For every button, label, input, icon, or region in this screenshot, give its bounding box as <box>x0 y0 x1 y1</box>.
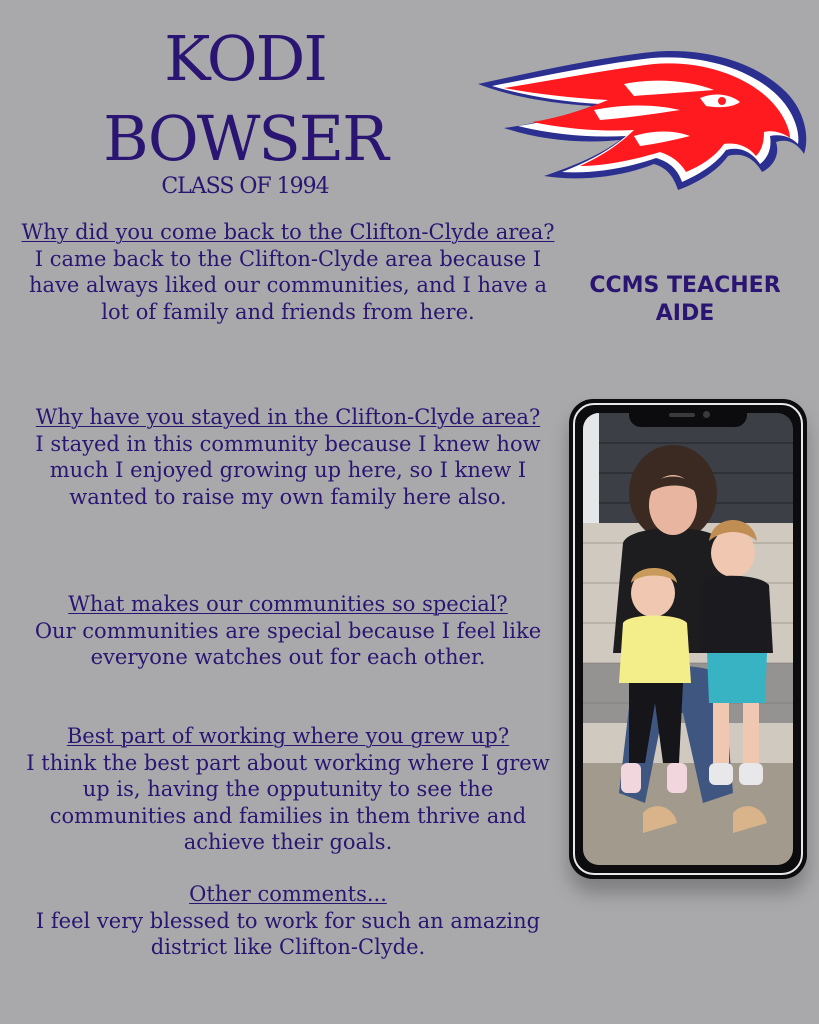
question-3: What makes our communities so special? <box>68 592 508 616</box>
qa-block-5 <box>14 881 562 961</box>
role-title-line1: CCMS TEACHER <box>589 273 781 298</box>
family-photo <box>583 413 793 865</box>
answer-4: I think the best part about working where I grew up is, having the opputunity to see the communities and families in them thrive and achieve their goals. <box>26 750 550 854</box>
qa-block-4 <box>14 723 562 856</box>
smartphone-frame-icon <box>569 399 807 879</box>
role-title <box>570 272 800 328</box>
eagle-head-logo-icon <box>474 44 810 192</box>
qa-block-2 <box>14 404 562 510</box>
question-4: Best part of working where you grew up? <box>66 724 510 748</box>
class-of-label: CLASS OF 1994 <box>161 174 329 199</box>
qa-block-3 <box>14 591 562 671</box>
question-1: Why did you come back to the Clifton-Clyde area? <box>21 220 555 244</box>
name-last: BOWSER <box>103 102 387 175</box>
qa-block-1 <box>14 219 562 325</box>
name-first: KODI <box>164 22 326 95</box>
answer-3: Our communities are special because I feel like everyone watches out for each other. <box>34 618 542 669</box>
answer-2: I stayed in this community because I knew how much I enjoyed growing up here, so I knew I wanted to raise my own family here also. <box>35 431 541 509</box>
phone-notch <box>629 405 747 427</box>
answer-1: I came back to the Clifton-Clyde area because I have always liked our communities, and I have a lot of family and friends from here. <box>28 246 548 324</box>
phone-camera <box>703 411 710 418</box>
answer-5: I feel very blessed to work for such an amazing district like Clifton-Clyde. <box>35 908 541 959</box>
question-2: Why have you stayed in the Clifton-Clyde area? <box>35 405 541 429</box>
role-title-line2: AIDE <box>655 301 715 326</box>
question-5: Other comments... <box>189 882 387 906</box>
phone-speaker <box>669 413 695 417</box>
